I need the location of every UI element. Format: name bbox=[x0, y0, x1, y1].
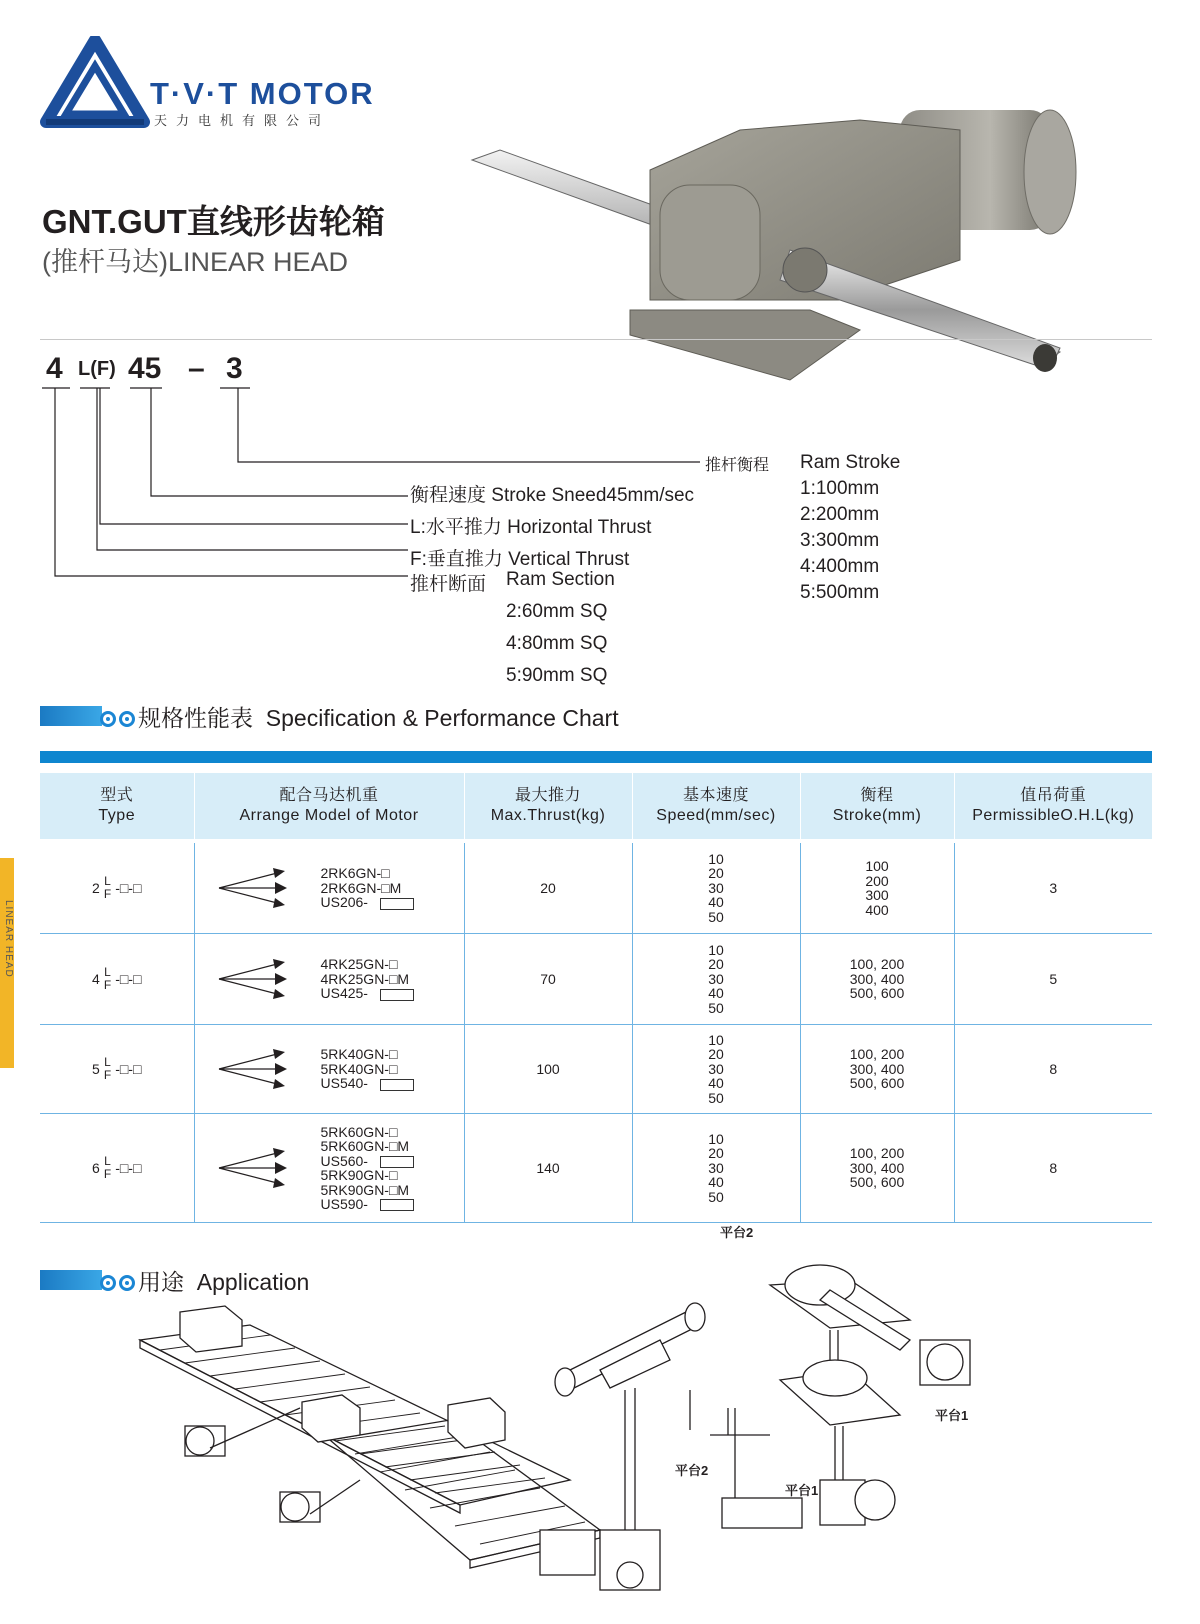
side-tab-label: LINEAR HEAD bbox=[3, 900, 14, 978]
stroke-option: 2:200mm bbox=[800, 504, 880, 525]
section-option: 5:90mm SQ bbox=[506, 665, 608, 686]
label-section-en: Ram Section bbox=[506, 569, 615, 590]
code-speed: 45 bbox=[128, 352, 162, 385]
section-bar bbox=[40, 706, 102, 726]
col-header-stroke: 衡程 Stroke(mm) bbox=[800, 773, 954, 839]
bullet-icon bbox=[119, 711, 135, 727]
product-photo bbox=[460, 90, 1100, 400]
divider bbox=[40, 339, 1152, 340]
col-header-thrust: 最大推力 Max.Thrust(kg) bbox=[464, 773, 632, 839]
application-illustration bbox=[130, 1230, 1130, 1620]
label-vertical: F:垂直推力 Vertical Thrust bbox=[410, 549, 630, 570]
col-header-speed: 基本速度 Speed(mm/sec) bbox=[632, 773, 800, 839]
arrow-diagram-icon bbox=[215, 949, 325, 1009]
brand-cn-name: 天力电机有限公司 bbox=[154, 113, 331, 128]
table-row: 4 L F -□-□ 4RK25GN-□ 4RK25GN-□M US425- 70 10 20 30 40 50 100, 200 300, 400 500, 600 5 bbox=[40, 934, 1152, 1025]
spec-table bbox=[40, 773, 1152, 1223]
brand-logo bbox=[40, 36, 150, 128]
label-ram-stroke-cn: 推杆衡程 bbox=[705, 457, 770, 474]
label-ram-stroke-en: Ram Stroke bbox=[800, 452, 901, 473]
section-bar bbox=[40, 1270, 102, 1290]
col-header-motor: 配合马达机重 Arrange Model of Motor bbox=[194, 773, 464, 839]
spec-section-title: 规格性能表 Specification & Performance Chart bbox=[100, 700, 619, 733]
stroke-option: 4:400mm bbox=[800, 556, 880, 577]
table-row: 6 L F -□-□ 5RK60GN-□ 5RK60GN-□M US560- 5RK90GN-□ 5RK90GN-□M US590- 140 10 20 30 40 50 100, 200 300, 400 500, 600 8 bbox=[40, 1114, 1152, 1223]
section-option: 2:60mm SQ bbox=[506, 601, 608, 622]
table-row: 5 L F -□-□ 5RK40GN-□ 5RK40GN-□ US540- 100 10 20 30 40 50 100, 200 300, 400 500, 600 8 bbox=[40, 1025, 1152, 1114]
stroke-option: 3:300mm bbox=[800, 530, 880, 551]
platform-label: 平台1 bbox=[785, 1483, 819, 1498]
platform-label: 平台1 bbox=[935, 1408, 969, 1423]
col-header-ohl: 值吊荷重 PermissibleO.H.L(kg) bbox=[954, 773, 1152, 839]
arrow-diagram-icon bbox=[215, 858, 325, 918]
app-section-title: 用途 Application bbox=[100, 1264, 309, 1297]
table-top-band bbox=[40, 751, 1152, 763]
section-option: 4:80mm SQ bbox=[506, 633, 608, 654]
page-title: GNT.GUT直线形齿轮箱 bbox=[42, 203, 385, 240]
code-ram-section: 4 bbox=[46, 352, 63, 385]
code-stroke: 3 bbox=[226, 352, 243, 385]
bullet-icon bbox=[100, 711, 116, 727]
arrow-diagram-icon bbox=[215, 1039, 325, 1099]
platform-label: 平台2 bbox=[675, 1463, 709, 1478]
col-header-type: 型式 Type bbox=[40, 773, 194, 839]
brand-name: T·V·T MOTOR bbox=[150, 76, 375, 111]
code-dash: – bbox=[188, 352, 205, 385]
stroke-option: 5:500mm bbox=[800, 582, 880, 603]
arrow-diagram-icon bbox=[215, 1138, 325, 1198]
label-section-cn: 推杆断面 bbox=[410, 574, 487, 595]
code-thrust-type: L(F) bbox=[78, 358, 116, 380]
table-header-row bbox=[40, 773, 1152, 839]
table-row: 2 L F -□-□ 2RK6GN-□ 2RK6GN-□M US206- 20 10 20 30 40 50 100 200 300 400 3 bbox=[40, 843, 1152, 934]
stroke-option: 1:100mm bbox=[800, 478, 880, 499]
platform-label: 平台2 bbox=[720, 1225, 754, 1240]
bullet-icon bbox=[100, 1275, 116, 1291]
label-horizontal: L:水平推力 Horizontal Thrust bbox=[410, 517, 652, 538]
label-speed: 衡程速度 Stroke Sneed45mm/sec bbox=[410, 485, 695, 506]
page-subtitle: (推杆马达)LINEAR HEAD bbox=[42, 247, 349, 277]
